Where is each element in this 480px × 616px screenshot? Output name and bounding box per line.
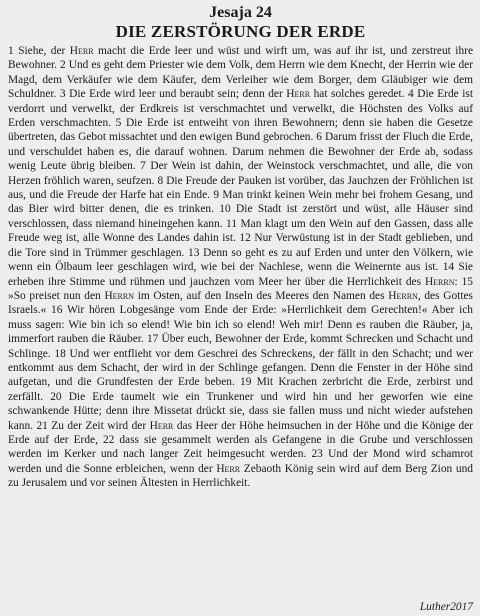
section-heading: DIE ZERSTÖRUNG DER ERDE <box>115 22 366 41</box>
translation-source: Luther2017 <box>419 601 473 613</box>
divine-name: Herr <box>216 462 241 475</box>
divine-name: Herrn <box>424 275 455 288</box>
divine-name: Herr <box>149 419 174 432</box>
text-segment: hat solches geredet. 4 Die Erde ist verdorrt und verwelkt, der Erdkreis ist verschmachtet und verwelkt, die Höchsten des Volks auf Erden verschmachten. 5 Die Erde ist entweiht von ihren Bewohnern; denn sie haben die Gesetze übertreten, das Gebot missachtet und den ewigen Bund gebrochen. 6 Darum frisst der Fluch die Erde, und verschuldet haben es, die darauf wohnen. Darum nehmen die Bewohner der Erde ab, sodass wenig Leute übrig bleiben. 7 Der Wein ist dahin, der Weinstock verschmachtet, und alle, die von Herzen fröhlich waren, seufzen. 8 Die Freude der Pauken ist vorüber, das Jauchzen der Fröhlichen ist aus, und die Freude der Harfe hat ein Ende. 9 Man trinkt keinen Wein mehr bei frohem Gesang, und das Bier wird bitter denen, die es trinken. 10 Die Stadt ist zerstört und wüst, alle Häuser sind verschlossen, dass niemand hineingehen kann. 11 Man klagt um den Wein auf den Gassen, dass alle Freude weg ist, alle Wonne des Landes dahin ist. 12 Nur Verwüstung ist in der Stadt geblieben, und die Tore sind in Trümmer geschlagen. 13 Denn so geht es zu auf Erden und unter den Völkern, wie wenn ein Ölbaum leer geschlagen wird, wie bei der Nachlese, wenn die Weinernte aus ist. 14 Sie erheben ihre Stimme und rühmen und jauchzen vom Meer her über die Herrlichkeit des <box>8 88 474 288</box>
divine-name: Herrn <box>104 289 134 302</box>
text-segment: das Heer der Höhe heimsuchen in der Höhe und die Könige der Erde auf der Erde, 22 dass sie gesammelt werden als Gefangene in die Grube und verschlossen werden im Kerker und nach langer Zeit heimgesucht werden. 23 Und der Mond wird schamrot werden und die Sonne erbleichen, wenn der <box>8 419 474 475</box>
text-segment: , des Gottes Israels.« 16 Wir hören Lobgesänge vom Ende der Erde: »Herrlichkeit dem Gerechten!« Aber ich muss sagen: Wie bin ich so elend! Wie bin ich so elend! Weh mir! Denn es rauben die Räuber, ja, immerfort rauben die Räuber. 17 Über euch, Bewohner der Erde, kommt Schrecken und Schacht und Schlinge. 18 Und wer entflieht vor dem Geschrei des Schreckens, der fällt in den Schacht; und wer entkommt aus dem Schacht, der wird in der Schlinge gefangen. Denn die Fenster in der Höhe sind aufgetan, und die Grundfesten der Erde beben. 19 Mit Krachen zerbricht die Erde, zerbirst und zerfällt. 20 Die Erde taumelt wie ein Trunkener und wird hin und her geworfen wie eine schwankende Hütte; denn ihre Missetat drückt sie, dass sie fallen muss und nicht wieder aufstehen kann. 21 Zu der Zeit wird der <box>8 289 473 432</box>
footer <box>8 600 473 614</box>
divine-name: Herr <box>286 88 311 101</box>
text-segment: macht die Erde leer und wüst und wirft um, was auf ihr ist, und zerstreut ihre Bewohner. 2 Und es geht dem Priester wie dem Volk, dem Herrn wie dem Knecht, der Herrin wie der Magd, dem Verkäufer wie dem Käufer, dem Verleiher wie dem Borger, dem Gläubiger wie dem Schuldner. 3 Die Erde wird leer und beraubt sein; denn der <box>8 45 473 101</box>
text-segment: im Osten, auf den Inseln des Meeres den Namen des <box>134 289 389 302</box>
text-segment: : 15 »So preiset nun den <box>8 275 473 302</box>
chapter-reference: Jesaja 24 <box>209 4 272 21</box>
text-segment: 1 Siehe, der <box>8 45 70 57</box>
text-segment: Zebaoth König sein wird auf dem Berg Zion und zu Jerusalem und vor seinen Ältesten in Herrlichkeit. <box>8 462 474 490</box>
divine-name: Herrn <box>388 289 418 302</box>
divine-name: Herr <box>69 45 94 57</box>
scripture-text <box>8 44 473 491</box>
